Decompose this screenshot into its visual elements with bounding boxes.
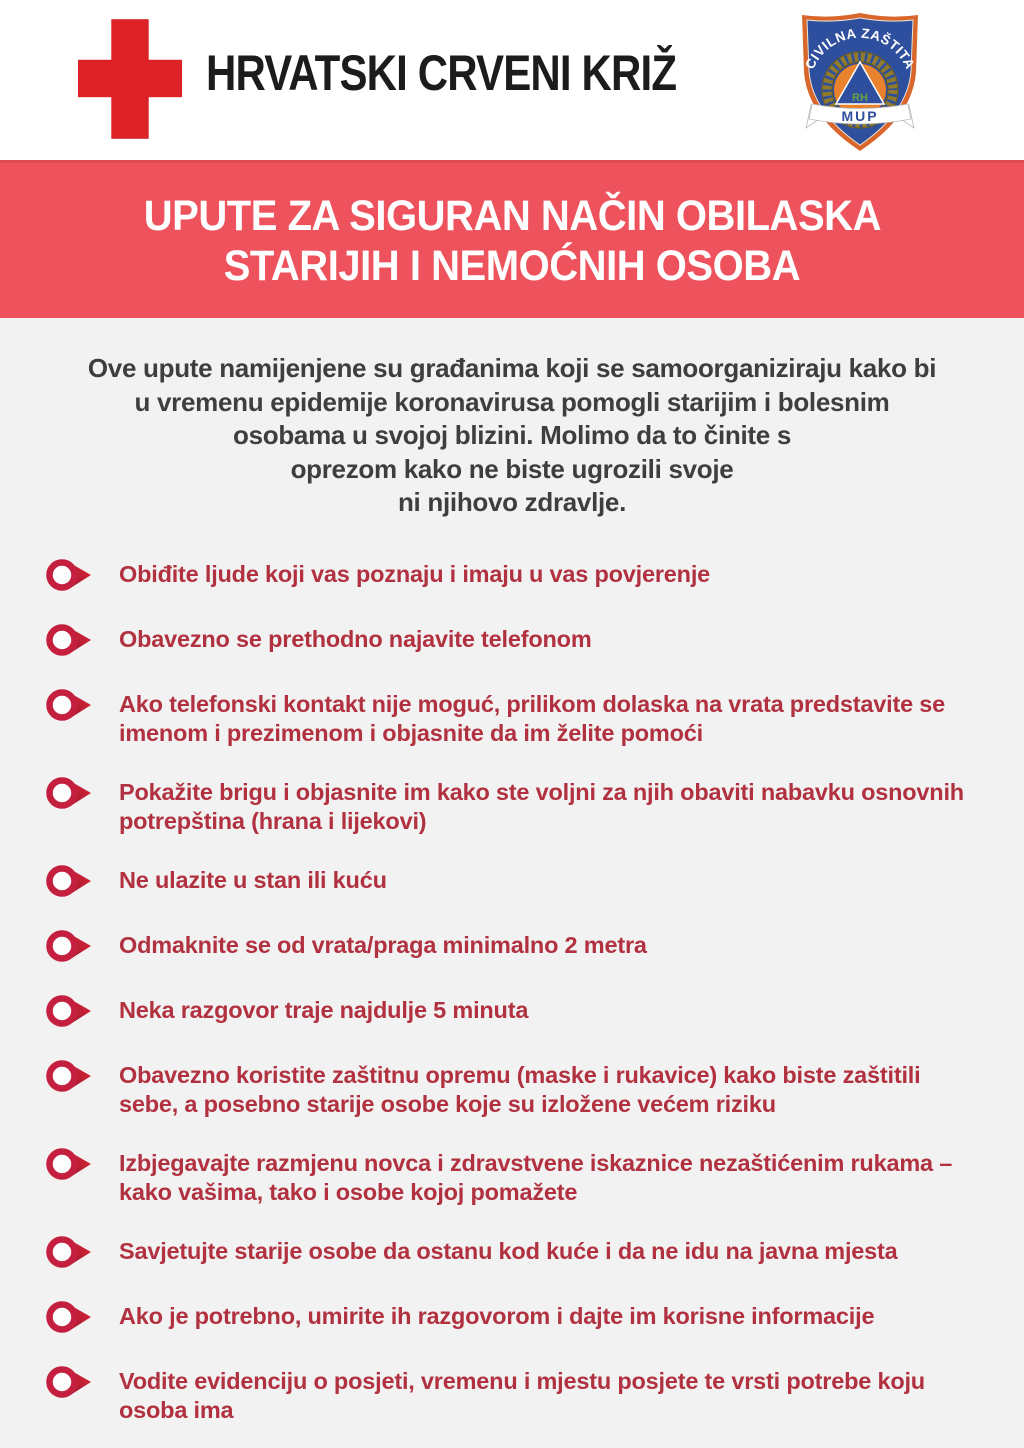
pointer-bullet-icon [45,864,93,900]
pointer-bullet-icon [45,929,93,965]
pointer-bullet-icon [45,623,93,659]
civil-protection-badge-icon [798,10,922,154]
list-item [45,866,1024,900]
list-item-text: Savjetujte starije osobe da ostanu kod kuće i da ne idu na javna mjesta [119,1238,898,1264]
intro-line: ni njihovo zdravlje. [397,487,627,517]
poster-title-line1: UPUTE ZA SIGURAN NAČIN OBILASKA [143,191,881,240]
list-item-text: Obavezno koristite zaštitnu opremu (maske i rukavice) kako biste zaštitili sebe, a posebno starije osobe koje su izložene većem riziku [119,1062,921,1117]
list-item [45,778,1024,835]
pointer-bullet-icon [45,1147,93,1183]
org-title: HRVATSKI CRVENI KRIŽ [206,45,677,101]
list-item [45,1237,1024,1271]
list-item-text: Obavezno se prethodno najavite telefonom [119,626,592,652]
instruction-list [0,560,1024,1448]
title-banner [0,160,1024,318]
list-item-text: Obiđite ljude koji vas poznaju i imaju u vas povjerenje [119,561,711,587]
pointer-bullet-icon [45,688,93,724]
svg-text:CIVILNA ZAŠTITA: CIVILNA ZAŠTITA [802,25,918,72]
intro-paragraph [0,352,1024,520]
pointer-bullet-icon [45,1059,93,1095]
list-item [45,996,1024,1030]
list-item-text: Neka razgovor traje najdulje 5 minuta [119,997,529,1023]
red-cross-icon [78,18,182,140]
pointer-bullet-icon [45,776,93,812]
list-item [45,931,1024,965]
poster-title-line2: STARIJIH I NEMOĆNIH OSOBA [223,241,801,290]
list-item [45,625,1024,659]
intro-line: oprezom kako ne biste ugrozili svoje [290,453,734,484]
list-item-text: Ako je potrebno, umirite ih razgovorom i dajte im korisne informacije [119,1303,875,1329]
pointer-bullet-icon [45,558,93,594]
list-item-text: Vodite evidenciju o posjeti, vremenu i mjestu posjete te vrsti potrebe koju osoba ima [119,1368,925,1423]
list-item-text: Odmaknite se od vrata/praga minimalno 2 metra [119,932,647,958]
pointer-bullet-icon [45,1300,93,1336]
list-item-text: Izbjegavajte razmjenu novca i zdravstvene iskaznice nezaštićenim rukama – kako vašima, tako i osobe kojoj pomažete [119,1150,953,1205]
list-item [45,1367,1024,1424]
list-item [45,560,1024,594]
badge-rh-text: RH [852,92,868,104]
list-item [45,690,1024,747]
intro-line: osobama u svojoj blizini. Molimo da to činite s [233,420,791,450]
list-item [45,1302,1024,1336]
pointer-bullet-icon [45,994,93,1030]
list-item [45,1061,1024,1118]
header [0,0,1024,160]
intro-line: Ove upute namijenjene su građanima koji se samoorganiziraju kako bi [87,353,937,383]
pointer-bullet-icon [45,1365,93,1401]
badge-mup-text: MUP [841,108,879,124]
list-item-text: Ako telefonski kontakt nije moguć, prilikom dolaska na vrata predstavite se imenom i prezimenom i objasnite da im želite pomoći [119,691,946,746]
list-item-text: Ne ulazite u stan ili kuću [119,867,387,893]
list-item [45,1149,1024,1206]
intro-line: u vremenu epidemije koronavirusa pomogli starijim i bolesnim [134,386,890,417]
pointer-bullet-icon [45,1235,93,1271]
list-item-text: Pokažite brigu i objasnite im kako ste voljni za njih obaviti nabavku osnovnih potrepština (hrana i lijekovi) [119,779,964,834]
